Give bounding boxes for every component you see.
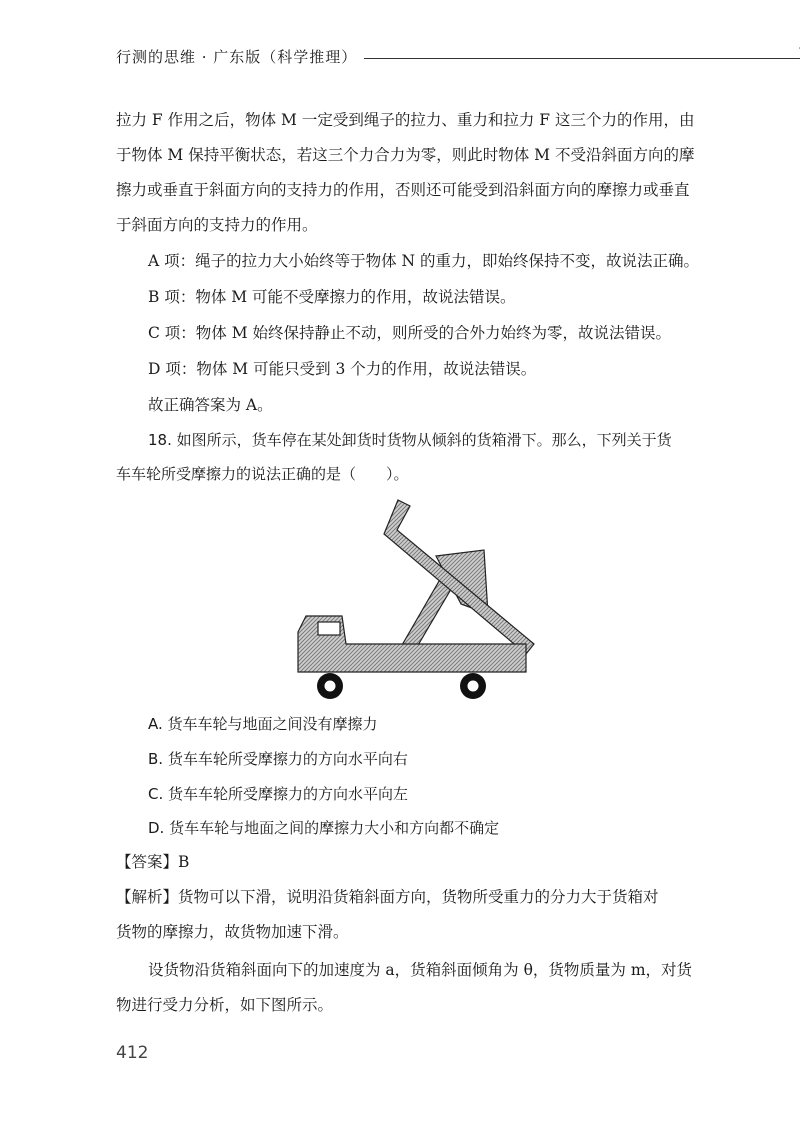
sprout-icon: [796, 40, 800, 70]
hydraulic-arm: [398, 576, 454, 652]
wheel-left: [317, 673, 343, 699]
item-a: A 项：绳子的拉力大小始终等于物体 N 的重力，即始终保持不变，故说法正确。: [148, 252, 700, 270]
paragraph-line: 物进行受力分析，如下图所示。: [116, 996, 334, 1014]
paragraph-line: 于斜面方向的支持力的作用。: [116, 216, 318, 234]
paragraph-line: 拉力 F 作用之后，物体 M 一定受到绳子的拉力、重力和拉力 F 这三个力的作用，由: [116, 111, 695, 129]
option-d: D. 货车车轮与地面之间的摩擦力大小和方向都不确定: [148, 819, 500, 837]
paragraph-line: 于物体 M 保持平衡状态，若这三个力合力为零，则此时物体 M 不受沿斜面方向的摩: [116, 146, 695, 164]
answer-label: 【答案】B: [116, 853, 190, 871]
option-c: C. 货车车轮所受摩擦力的方向水平向左: [148, 785, 409, 803]
item-d: D 项：物体 M 可能只受到 3 个力的作用，故说法错误。: [148, 360, 537, 378]
paragraph-line: 擦力或垂直于斜面方向的支持力的作用，否则还可能受到沿斜面方向的摩擦力或垂直: [116, 181, 690, 199]
header-title: 行测的思维 · 广东版（科学推理）: [116, 48, 358, 66]
wheel-right: [460, 673, 486, 699]
item-c: C 项：物体 M 始终保持静止不动，则所受的合外力始终为零，故说法错误。: [148, 324, 672, 342]
question-text: 18. 如图所示，货车停在某处卸货时货物从倾斜的货箱滑下。那么，下列关于货: [148, 431, 672, 449]
dump-truck-diagram: [286, 494, 546, 706]
item-b: B 项：物体 M 可能不受摩擦力的作用，故说法错误。: [148, 288, 516, 306]
analysis-line: 【解析】货物可以下滑，说明沿货箱斜面方向，货物所受重力的分力大于货箱对: [116, 888, 659, 906]
conclusion: 故正确答案为 A。: [148, 396, 273, 414]
option-a: A. 货车车轮与地面之间没有摩擦力: [148, 715, 378, 733]
option-b: B. 货车车轮所受摩擦力的方向水平向右: [148, 750, 408, 768]
page-header: [116, 40, 716, 72]
paragraph-line: 设货物沿货箱斜面向下的加速度为 a，货箱斜面倾角为 θ，货物质量为 m，对货: [148, 961, 693, 979]
question-text: 车车轮所受摩擦力的说法正确的是（ ）。: [116, 465, 409, 483]
page-number: 412: [116, 1043, 149, 1063]
header-rule: [364, 58, 800, 59]
analysis-line: 货物的摩擦力，故货物加速下滑。: [116, 923, 349, 941]
cab-window: [318, 622, 340, 635]
